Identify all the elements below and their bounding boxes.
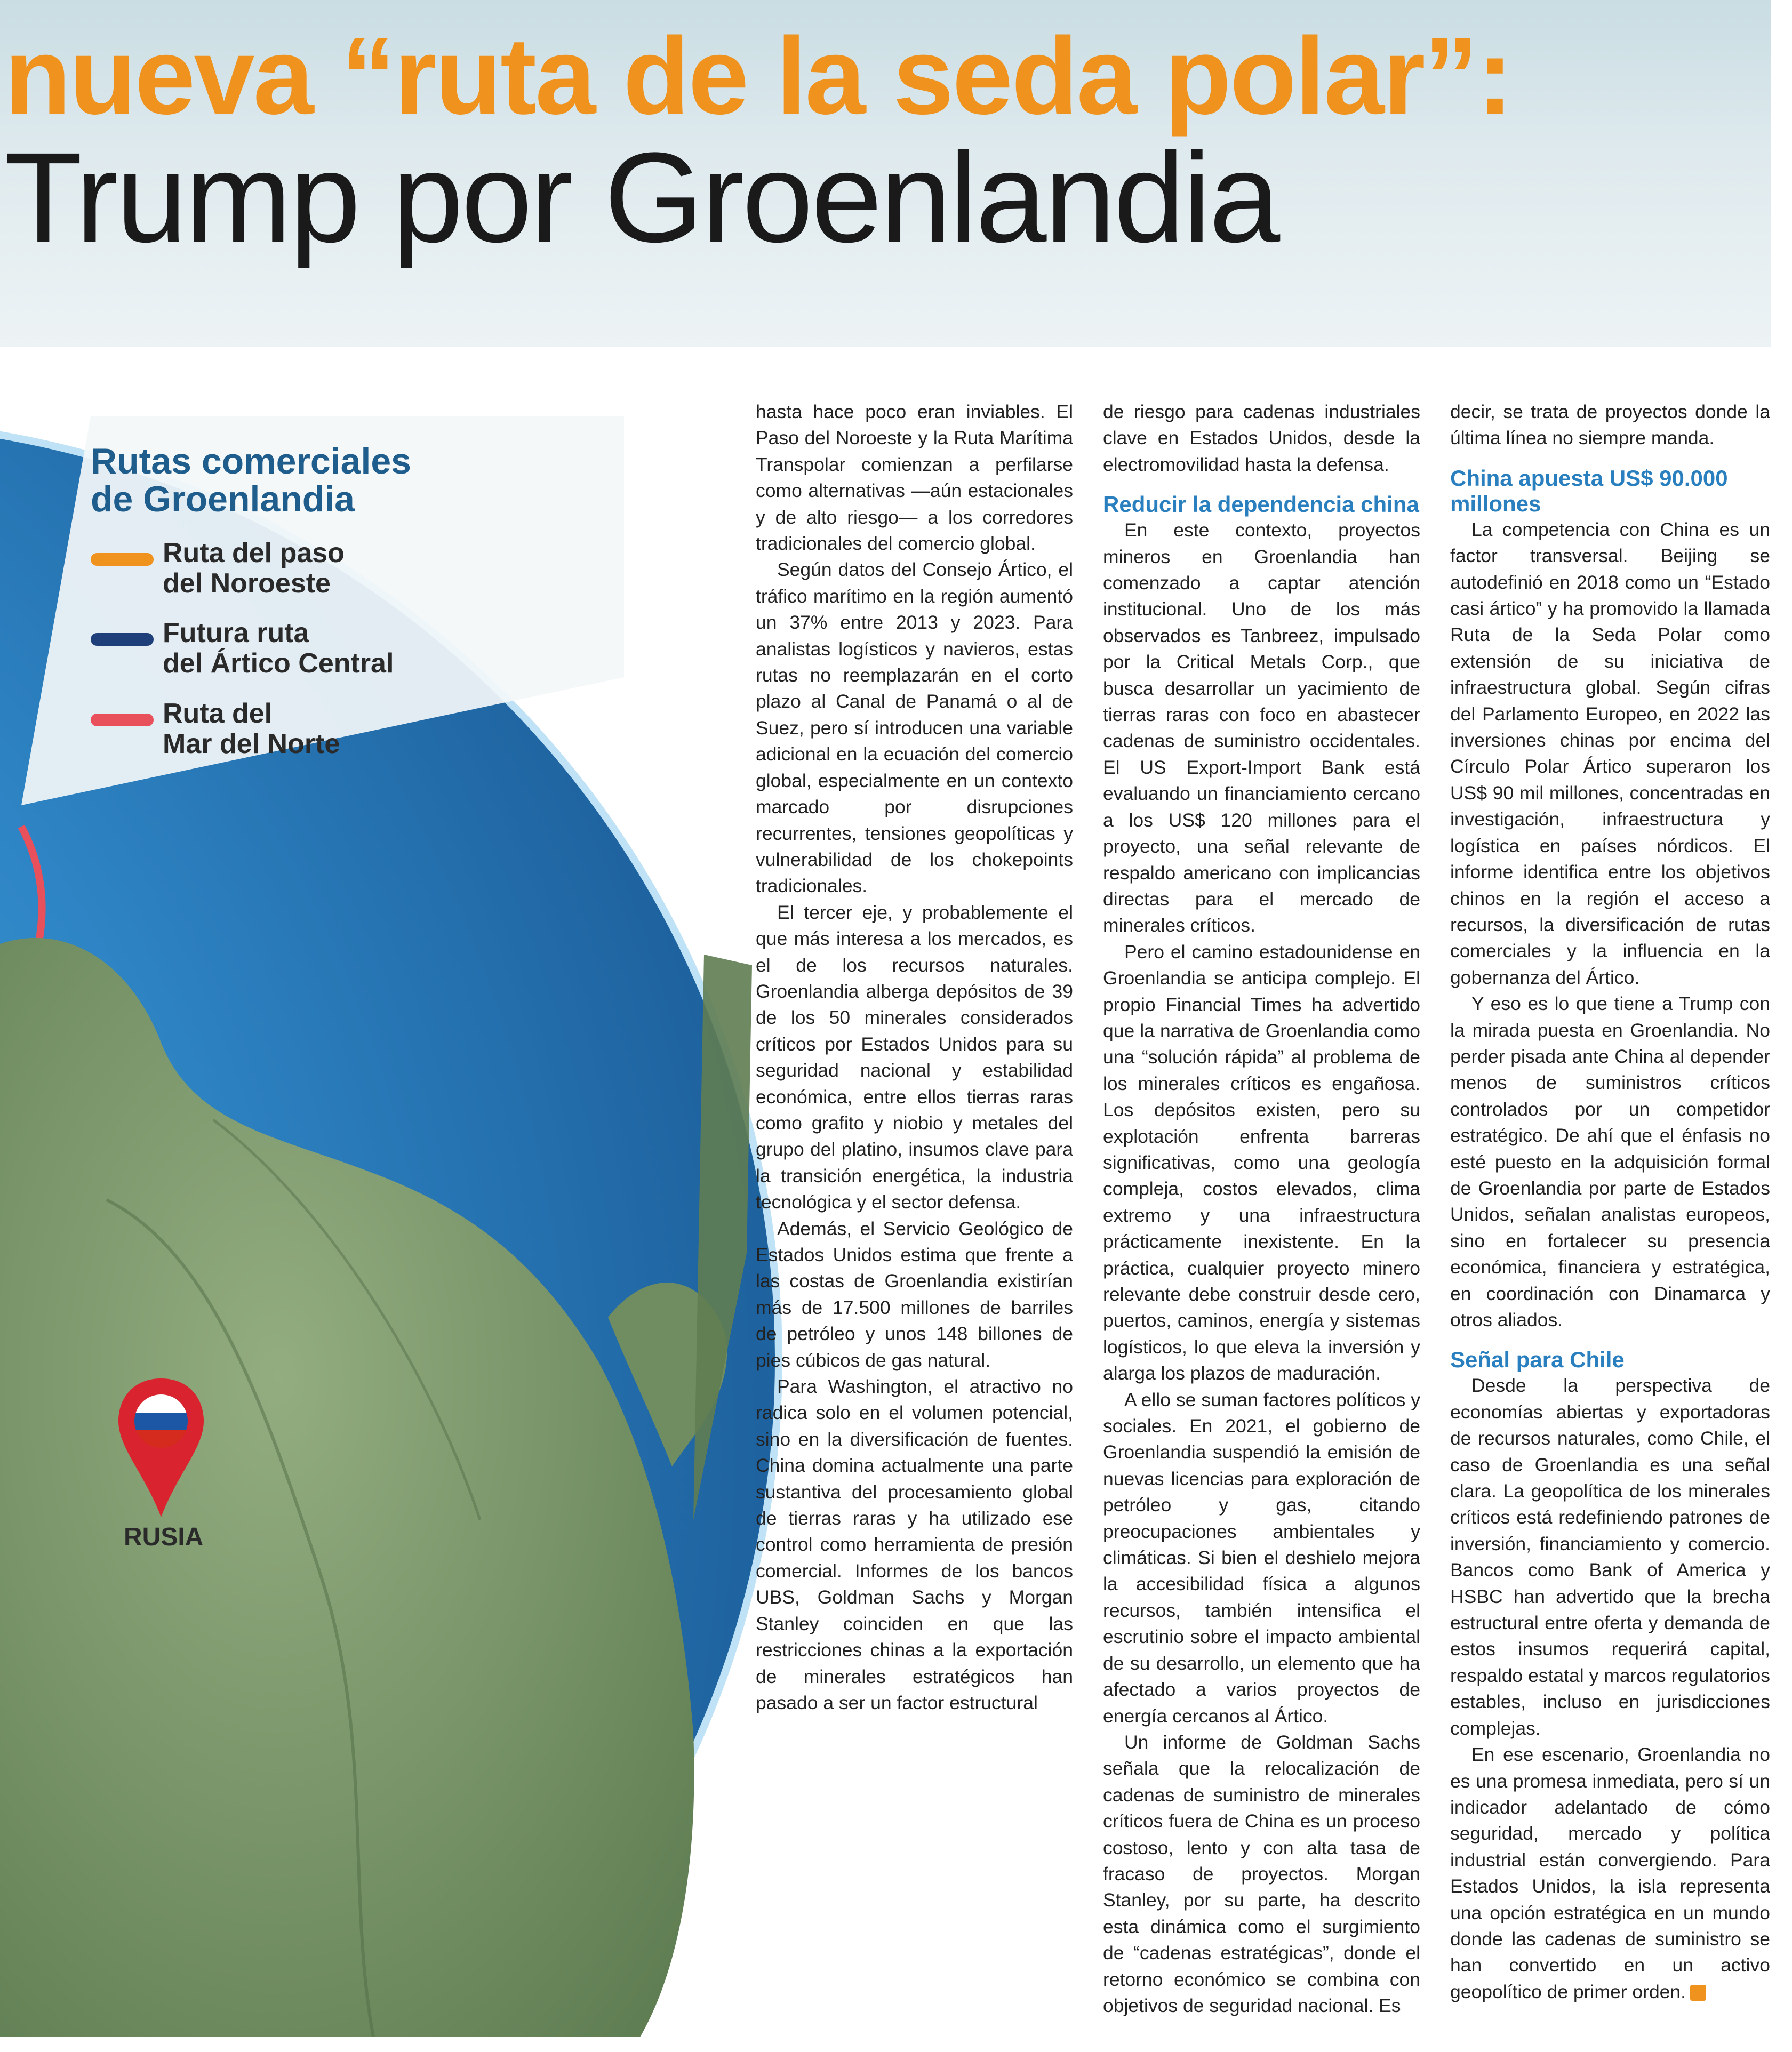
- paragraph: Desde la perspectiva de economías abiertas y exportadoras de recursos naturales, como Chile, el caso de Groenlandia es una señal clara. La geopolítica de los minerales críticos está redefiniendo patrones de inversión, financiamiento y comercio. Bancos como Bank of America y HSBC han advertido que la brecha estructural entre oferta y demanda de estos insumos requerirá capital, respaldo estatal y marcos regulatorios estables, incluso en jurisdicciones complejas.: [1450, 1375, 1770, 1739]
- subheadline: Trump por Groenlandia: [4, 126, 1278, 269]
- legend-title: [91, 443, 507, 519]
- orange-route-swatch: [91, 553, 154, 566]
- paragraph: A ello se suman factores políticos y sociales. En 2021, el gobierno de Groenlandia suspendió la emisión de nuevas licencias para exploración de petróleo y gas, citando preocupaciones ambientales y climáticas. Si bien el deshielo mejora la accesibilidad física a algunos recursos, también intensifica el escrutinio sobre el impacto ambiental de su desarrollo, un elemento que ha afectado a varios proyectos de energía cercanos al Ártico.: [1103, 1389, 1420, 1727]
- paragraph: En este contexto, proyectos mineros en Groenlandia han comenzado a captar atención institucional. Uno de los más observados es Tanbreez, impulsado por la Critical Metals Corp., que busca desarrollar un yacimiento de tierras raras con foco en abastecer cadenas de suministro occidentales. El US Export-Import Bank está evaluando un financiamiento cercano a los US$ 120 millones para el proyecto, una señal relevante de respaldo americano con implicancias directas para el mercado de minerales críticos.: [1103, 519, 1420, 936]
- legend-label: [163, 538, 507, 599]
- legend-label-line1: Ruta del: [163, 698, 273, 729]
- article-column-2: [1103, 399, 1420, 2047]
- russia-label: RUSIA: [124, 1523, 204, 1551]
- russia-flag-pin-icon: [118, 1378, 204, 1517]
- legend-label-line2: del Noroeste: [163, 567, 331, 599]
- legend-label-line2: del Ártico Central: [163, 648, 394, 679]
- end-of-article-icon: ■: [1690, 1985, 1706, 2001]
- legend-label: [163, 618, 507, 679]
- paragraph: Para Washington, el atractivo no radica solo en el volumen potencial, sino en la diversificación de fuentes. China domina actualmente una parte sustantiva del procesamiento global de tierras raras y ha utilizado ese control como herramienta de presión comercial. Informes de los bancos UBS, Goldman Sachs y Morgan Stanley coinciden en que las restricciones chinas a la exportación de minerales estratégicos han pasado a ser un factor estructural: [756, 1376, 1073, 1713]
- legend-label-line1: Futura ruta: [163, 618, 309, 649]
- navy-route-swatch: [91, 633, 154, 646]
- legend-label-line2: Mar del Norte: [163, 728, 340, 759]
- paragraph: Según datos del Consejo Ártico, el tráfico marítimo en la región aumentó un 37% entre 2013 y 2023. Para analistas logísticos y navieros, estas rutas no reemplazarán en el corto plazo al Canal de Panamá o al de Suez, pero sí introducen una variable adicional en la ecuación del comercio global, especialmente en un contexto marcado por disrupciones recurrentes, tensiones geopolíticas y vulnerabilidad de los chokepoints tradicionales.: [756, 559, 1073, 897]
- legend-label: [163, 699, 507, 759]
- subheading-senal-chile: Señal para Chile: [1450, 1347, 1625, 1373]
- paragraph-final: [1450, 1742, 1770, 2005]
- final-paragraph-text: En ese escenario, Groenlandia no es una promesa inmediata, pero sí un indicador adelantado de cómo seguridad, mercado y política industrial están convergiendo. Para Estados Unidos, la isla representa una opción estratégica en un mundo donde las cadenas de suministro se han convertido en un activo geopolítico de primer orden.: [1450, 1744, 1770, 2002]
- paragraph: Además, el Servicio Geológico de Estados Unidos estima que frente a las costas de Groenlandia existirían más de 17.500 millones de barriles de petróleo y unos 148 billones de pies cúbicos de gas natural.: [756, 1217, 1073, 1371]
- subheading-china-apuesta: China apuesta US$ 90.000 millones: [1450, 465, 1728, 516]
- paragraph: El tercer eje, y probablemente el que más interesa a los mercados, es el de los recursos naturales. Groenlandia alberga depósitos de 39 de los 50 minerales considerados críticos por Estados Unidos para su seguridad nacional y estabilidad económica, entre ellos tierras raras como grafito y niobio y metales del grupo del platino, insumos clave para la transición energética, la industria tecnológica y el sector defensa.: [756, 901, 1073, 1213]
- paragraph: Pero el camino estadounidense en Groenlandia se anticipa complejo. El propio Financial Times ha advertido que la narrativa de Groenlandia como una “solución rápida” al problema de los minerales críticos es engañosa. Los depósitos existen, pero su explotación enfrenta barreras significativas, como una geología compleja, costos elevados, clima extremo y una infraestructura prácticamente inexistente. En la práctica, cualquier proyecto minero relevante debe construir desde cero, puertos, caminos, energía y sistemas logísticos, lo que eleva la inversión y alarga los plazos de maduración.: [1103, 941, 1420, 1384]
- paragraph: Un informe de Goldman Sachs señala que la relocalización de cadenas de suministro de minerales críticos fuera de China es un proceso costoso, lento y con alta tasa de fracaso de proyectos. Morgan Stanley, por su parte, ha descrito esta dinámica como el surgimiento de “cadenas estratégicas”, donde el retorno económico se combina con objetivos de seguridad nacional. Es: [1103, 1731, 1420, 2016]
- legend-label-line1: Ruta del paso: [163, 537, 345, 568]
- legend-title-line2: de Groenlandia: [91, 479, 355, 520]
- paragraph: decir, se trata de proyectos donde la última línea no siempre manda.: [1450, 401, 1770, 449]
- legend-title-line1: Rutas comerciales: [91, 441, 411, 482]
- legend-item-central-arctic: [91, 618, 507, 679]
- paragraph: Y eso es lo que tiene a Trump con la mirada puesta en Groenlandia. No perder pisada ante China al depender menos de suministros críticos controlados por un competidor estratégico. De ahí que el énfasis no esté puesto en la adquisición formal de Groenlandia por parte de Estados Unidos, señalan analistas europeos, sino en fortalecer su presencia económica, financiera y estratégica, en coordinación con Dinamarca y otros aliados.: [1450, 993, 1770, 1330]
- paragraph: hasta hace poco eran inviables. El Paso del Noroeste y la Ruta Marítima Transpolar comienzan a perfilarse como alternativas —aún estacionales y de alto riesgo— a los corredores tradicionales del comercio global.: [756, 401, 1073, 555]
- legend-item-northwest-passage: [91, 538, 507, 599]
- paragraph: de riesgo para cadenas industriales clave en Estados Unidos, desde la electromovilidad hasta la defensa.: [1103, 401, 1420, 475]
- article-column-1: [756, 399, 1073, 2047]
- legend-item-north-sea: [91, 699, 507, 759]
- red-route-swatch: [91, 714, 154, 726]
- map-legend: [91, 443, 507, 759]
- paragraph: La competencia con China es un factor transversal. Beijing se autodefinió en 2018 como un “Estado casi ártico” y ha promovido la llamada Ruta de la Seda Polar como extensión de su iniciativa de infraestructura global. Según cifras del Parlamento Europeo, en 2022 las inversiones chinas por encima del Círculo Polar Ártico superaron los US$ 90 mil millones, concentradas en investigación, infraestructura y logística en países nórdicos. El informe identifica entre los objetivos chinos en la región el acceso a recursos, la diversificación de rutas comerciales y la influencia en la gobernanza del Ártico.: [1450, 518, 1770, 988]
- article-column-3: [1450, 399, 1770, 2047]
- subheading-reducir-dependencia: Reducir la dependencia china: [1103, 492, 1419, 517]
- headline: nueva “ruta de la seda polar”:: [4, 15, 1512, 137]
